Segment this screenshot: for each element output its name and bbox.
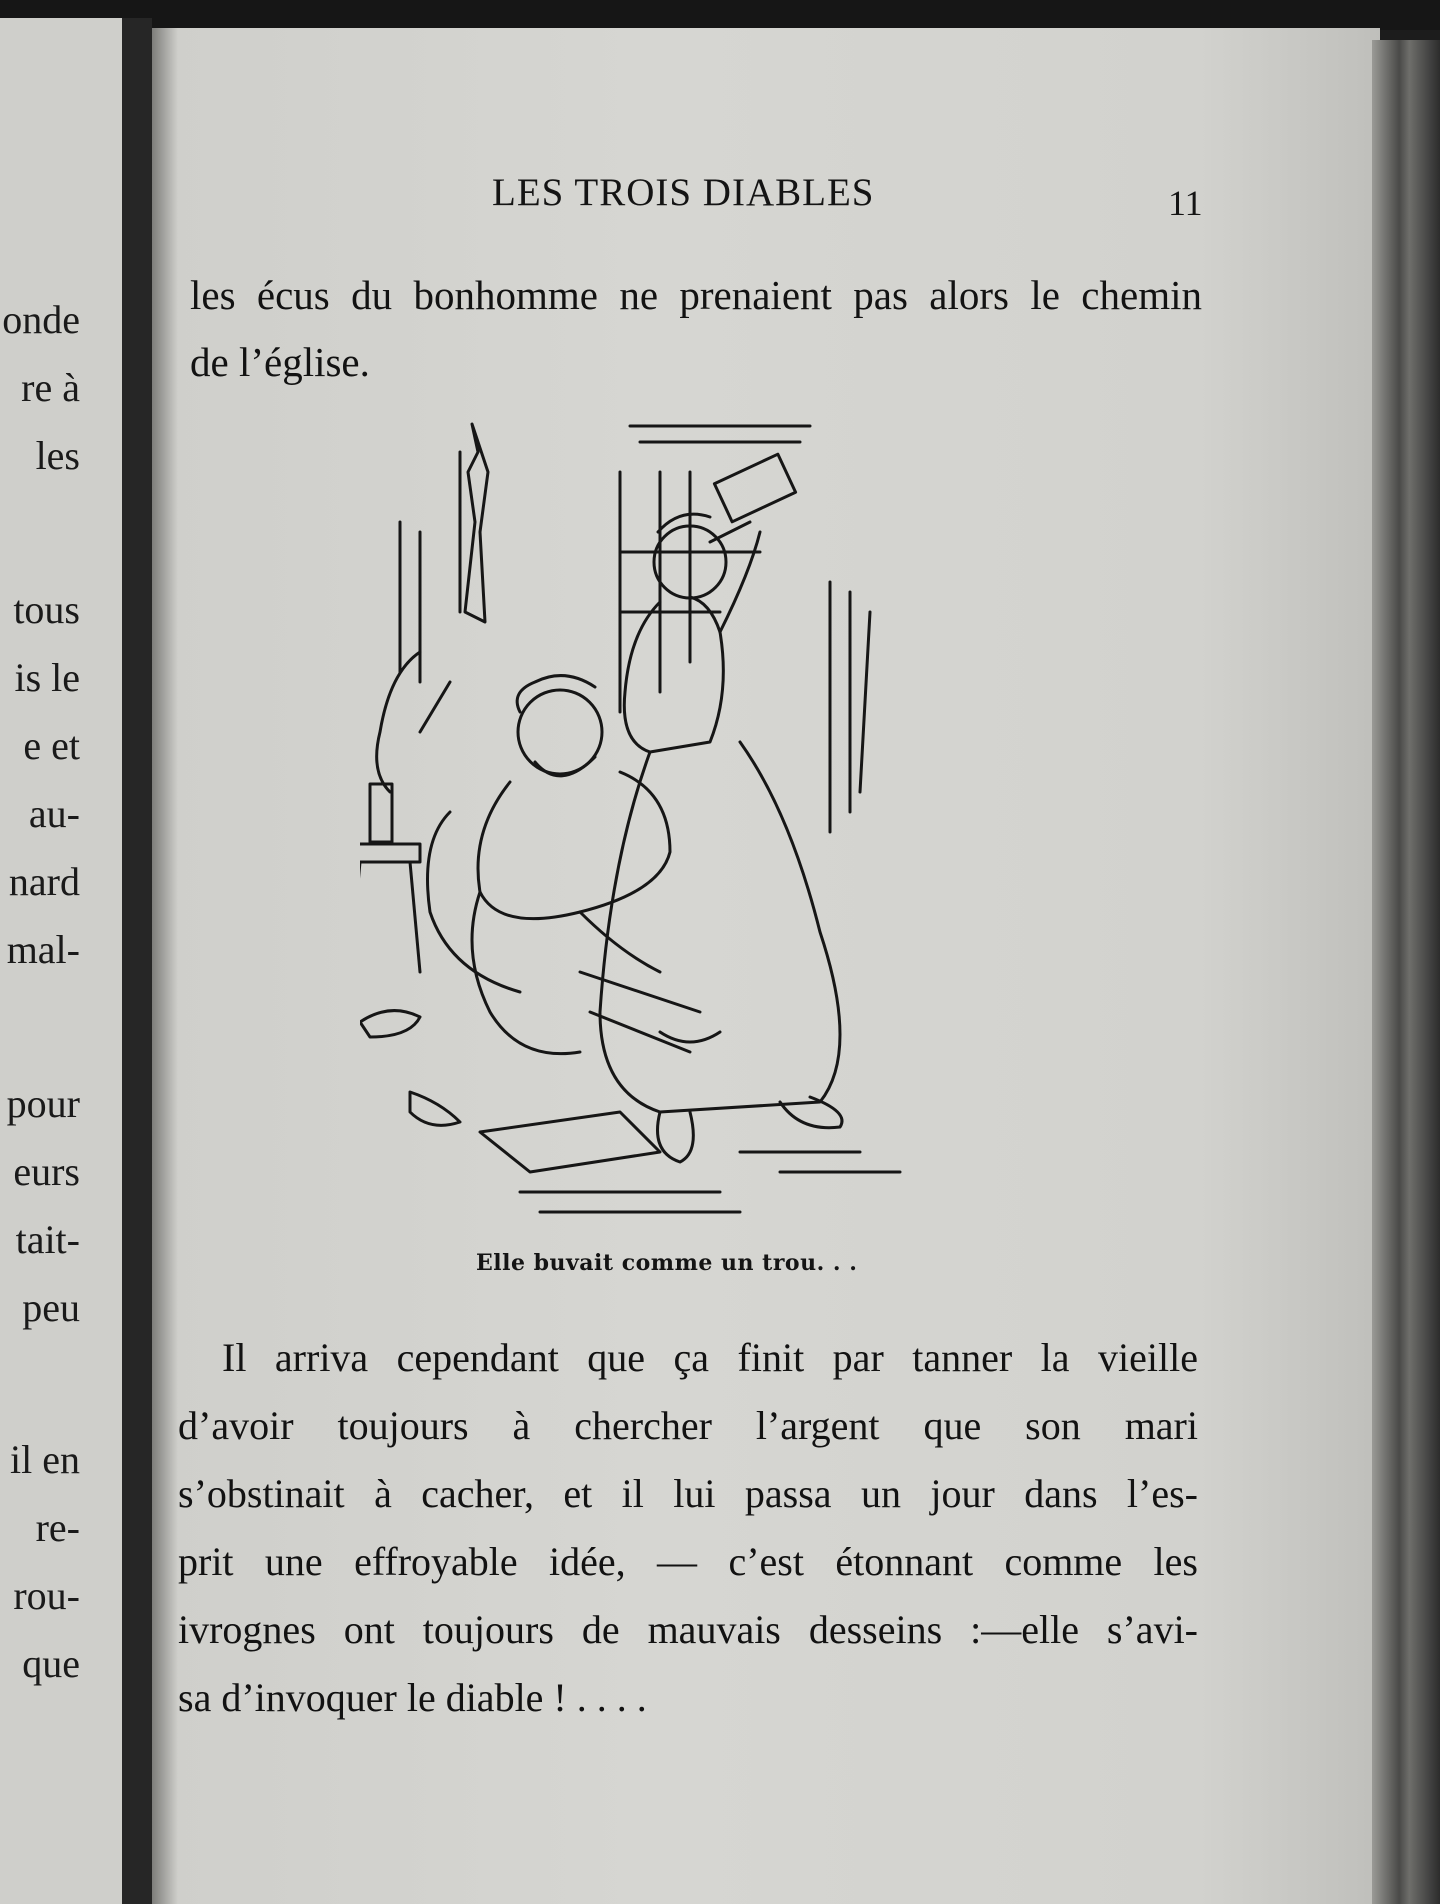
book-gutter <box>122 18 152 1904</box>
text-line: prit une effroyable idée, — c’est étonnant comme les <box>178 1539 1198 1584</box>
window-drawing <box>620 426 810 712</box>
stool-drawing <box>360 784 420 972</box>
text-line: les écus du bonhomme ne prenaient pas alors le chemin <box>190 272 1202 318</box>
text-line: ivrognes ont toujours de mauvais desseins :—elle s’avi- <box>178 1607 1198 1652</box>
text-line: de l’église. <box>190 339 370 385</box>
scan-top-border <box>0 0 1440 30</box>
text-line: Il arriva cependant que ça finit par tanner la vieille <box>222 1335 1198 1380</box>
standing-woman-drawing <box>600 454 870 1162</box>
left-page-fragment: re- <box>35 1505 80 1550</box>
page-number: 11 <box>1168 183 1203 223</box>
left-page-fragment: e et <box>23 723 80 768</box>
left-page-fragment: les <box>35 433 80 478</box>
left-page-fragment: tait- <box>15 1217 80 1262</box>
paragraph-bottom <box>178 1324 1198 1732</box>
left-page-fragment: rou- <box>13 1573 80 1618</box>
text-line: s’obstinait à cacher, et il lui passa un jour dans l’es- <box>178 1471 1198 1516</box>
left-page-fragment: que <box>22 1641 80 1686</box>
left-page-fragment: tous <box>13 587 80 632</box>
left-page-fragment: peu <box>22 1285 80 1330</box>
left-page-fragment: au- <box>28 791 80 836</box>
left-page-fragment: pour <box>6 1081 80 1126</box>
left-page-fragment: eurs <box>13 1149 80 1194</box>
paragraph-top <box>190 262 1202 396</box>
page-stack-edge <box>1372 40 1440 1904</box>
left-page-fragment: mal- <box>6 927 80 972</box>
engraving-illustration <box>360 412 1020 1232</box>
text-line: d’avoir toujours à chercher l’argent que son mari <box>178 1403 1198 1448</box>
left-page-fragment: il en <box>10 1437 80 1482</box>
running-head: LES TROIS DIABLES <box>492 171 875 214</box>
left-page-fragment: nard <box>8 859 80 904</box>
left-page-fragment: re à <box>21 365 80 410</box>
hanging-tools-drawing <box>400 424 488 682</box>
gutter-shadow <box>152 28 178 1904</box>
left-page-fragment: onde <box>2 297 80 342</box>
left-page-edge <box>0 18 122 1904</box>
text-line: sa d’invoquer le diable ! . . . . <box>178 1675 647 1720</box>
illustration-caption: Elle buvait comme un trou. . . <box>476 1250 858 1276</box>
floor-drawing <box>360 972 900 1212</box>
left-page-fragment: is le <box>14 655 80 700</box>
